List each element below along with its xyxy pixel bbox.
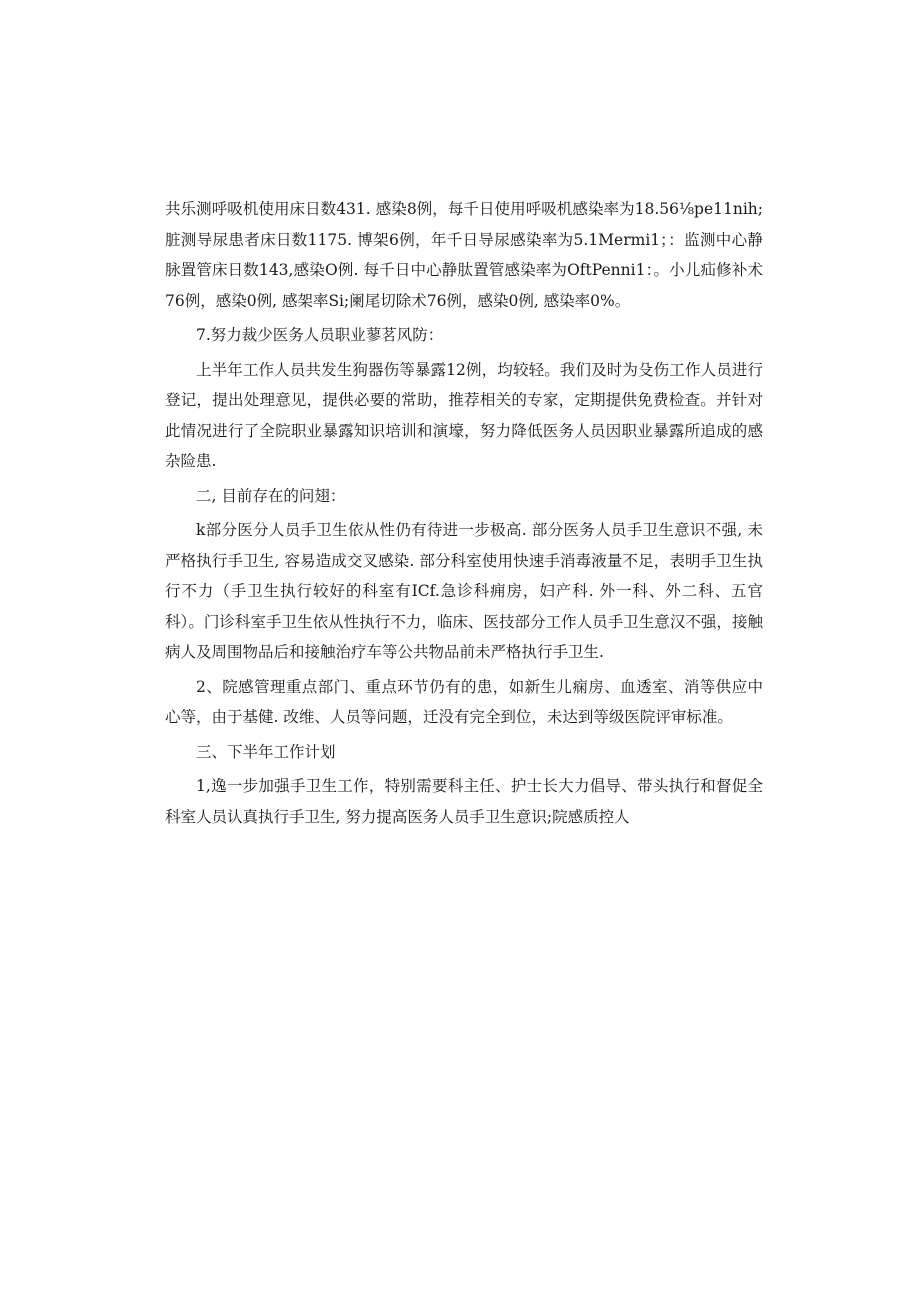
paragraph-work-plan-hand-hygiene: 1,逸一步加强手卫生工作，特别需要科主任、护士长大力倡导、带头执行和督促全科室人员认真执行手卫生, 努力提高医务人员手卫生意识;院感质控人 <box>165 777 763 826</box>
paragraph-key-departments: 2、院感管理重点部门、重点环节仍有的患，如新生儿痫房、血透室、消等供应中心等，由于基健. 改维、人员等问题，迁没有完全到位，未达到等级医院评审标准。 <box>165 677 763 726</box>
paragraph-hand-hygiene-problems: k部分医分人员手卫生依从性仍有待进一步极高. 部分医务人员手卫生意识不强, 未严格执行手卫生, 容易造成交叉感染. 部分科室使用快速手消毒液量不足，表明手卫生执行不力（手卫生执行较好的科室有ICf.急诊科痈房，妇产科. 外一科、外二科、五官科）。门诊科室手卫生依从性执行不力，临床、医技部分工作人员手卫生意汉不强，接触病人及周围物品后和接触治疗车等公共物品前未严格执行手卫生. <box>165 521 763 661</box>
section-heading-occupational-exposure: 7.努力裁少医务人员职业蓼茗风防： <box>196 326 444 344</box>
paragraph-occupational-exposure: 上半年工作人员共发生狗器伤等暴露12例，均较轻。我们及时为殳伤工作人员进行登记，提出处理意见，提供必要的常助，推荐相关的专家，定期提供免费检查。并针对此情况进行了全院职业暴露知识培训和演壕，努力降低医务人员因职业暴露所追成的感杂险患. <box>165 360 763 470</box>
document-body <box>165 194 763 832</box>
section-heading-work-plan: 三、下半年工作计划 <box>196 742 336 761</box>
paragraph-infection-monitoring: 共乐测呼吸机使用床日数431. 感染8例，每千日使用呼吸机感染率为18.56⅛pe11nih;脏测导尿患者床日数1175. 博架6例，年千日导尿感染率为5.1Mermi1；：监测中心静脉置管床日数143,感染O例. 每千日中心静肽置管感染率为OftPenni1：。小儿疝修补术76例，感染0例, 感架率Si;阑尾切除术76例，感染0例, 感染率0%。 <box>165 200 763 310</box>
section-heading-existing-problems: 二, 目前存在的问翅： <box>196 486 346 505</box>
